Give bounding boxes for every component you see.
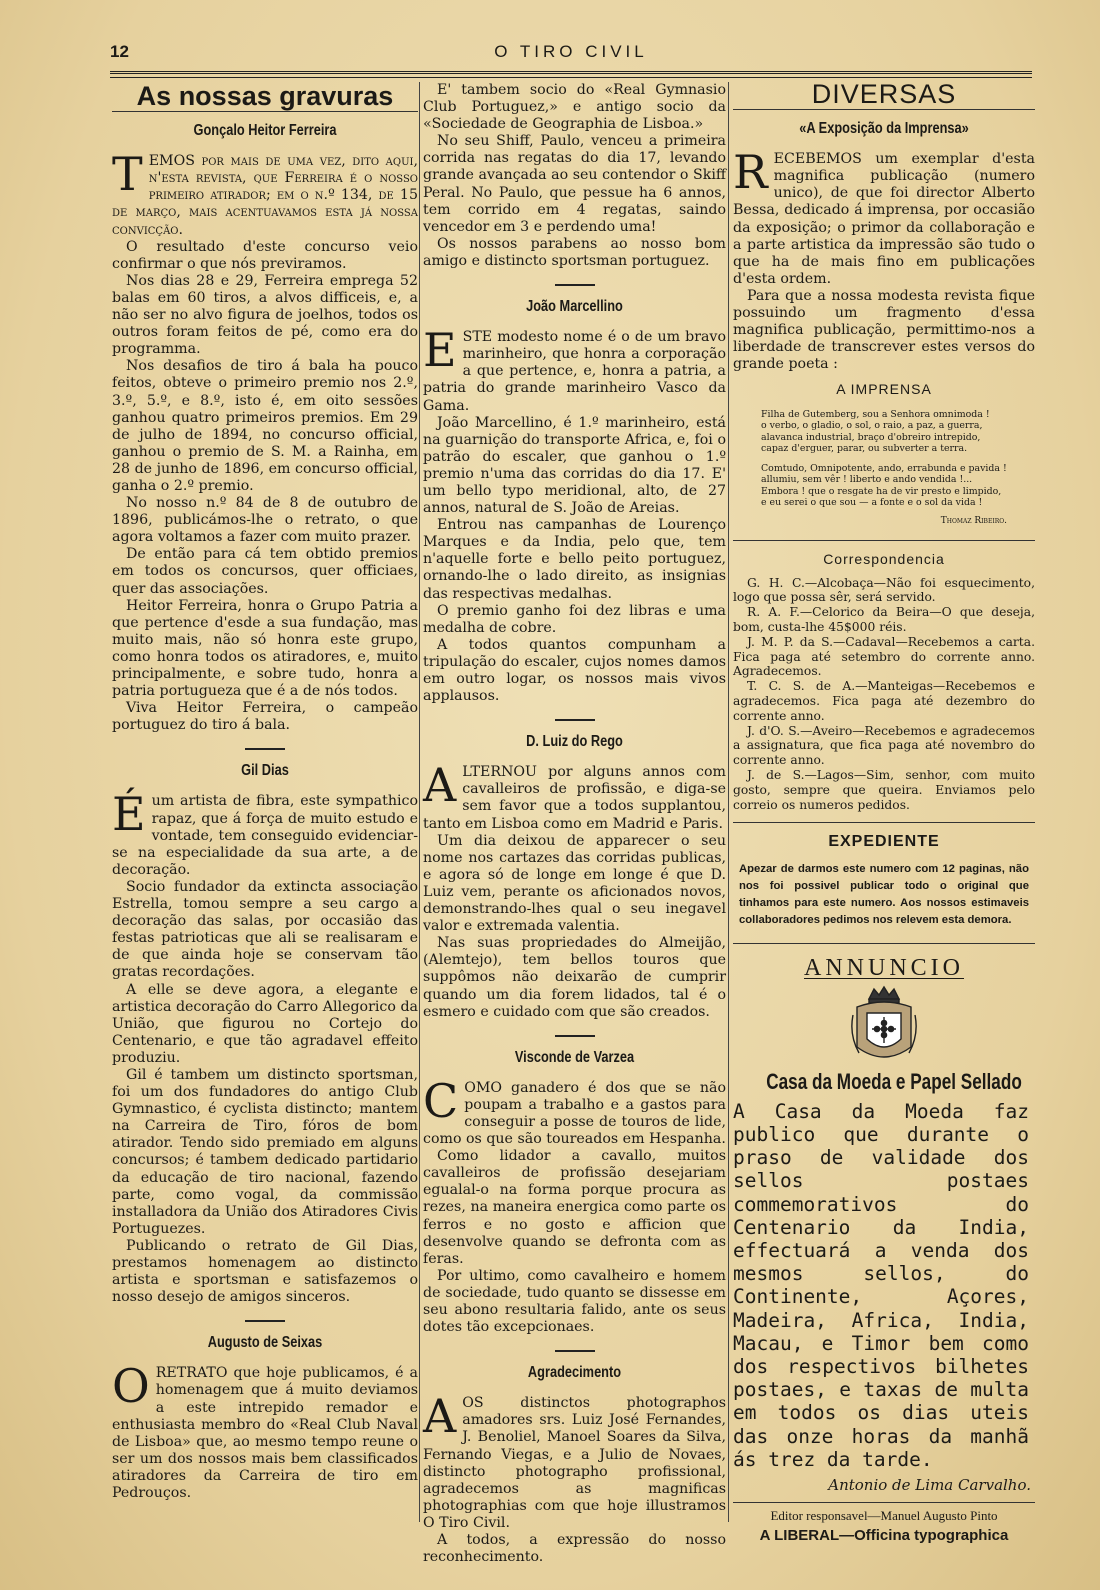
paragraph: Entrou nas campanhas de Lourenço Marques e da India, pelo que, tem n'aquelle forte e bello peito portuguez, ornando-lhe o lado direito, as insignias das respectivas medalhas. [423, 517, 726, 602]
paragraph: Como lidador a cavallo, muitos cavalleiros de profissão desejariam egualal-o na forma porque procura as rezes, na maneira energica como parte os ferros e no gosto e afficion que desenvolve quando se defronta com as feras. [423, 1148, 726, 1267]
paragraph: No nosso n.º 84 de 8 de outubro de 1896, publicámos-lhe o retrato, o que agora voltamos a fazer com muito prazer. [112, 495, 418, 546]
paragraph: Socio fundador da extincta associação Estrella, tomou sempre a seu cargo a decoração das salas, por occasião das festas patrioticas que ali se realisaram e de que ainda hoje se conservam tão gratas recordações. [112, 878, 418, 981]
expediente-title: EXPEDIENTE [828, 833, 940, 851]
paragraph: AOS distinctos photographos amadores srs. Luiz José Fernandes, J. Benoliel, Manoel Soares da Silva, Fernando Viegas, e a Julio de Novaes, distincto photographo profissional, agradecemos as magnificas photographias com que hoje illustramos O Tiro Civil. [423, 1389, 726, 1531]
paragraph: Viva Heitor Ferreira, o campeão portuguez do tiro á bala. [112, 700, 418, 734]
paragraph: TEMOS por mais de uma vez, dito aqui, n'esta revista, que Ferreira é o nosso primeiro atirador; em o n.º 134, de 15 de março, mais acentuavamos esta já nossa convicção. [112, 147, 418, 238]
divider [733, 540, 1035, 541]
annuncio-text: A Casa da Moeda faz publico que durante o praso de validade dos sellos postaes commemorativos do Centenario da India, effectuará a venda dos mesmos sellos, do Continente, Açores, Madeira, Africa, India, Macau, e Timor bem como dos respectivos bilhetes postaes, e taxas de multa em todos os dias uteis das onze horas da manhã ás trez da tarde. [733, 1099, 1029, 1471]
divider [733, 822, 1035, 823]
poem-line: Embora ! que o resgate ha de vir presto e limpido, [761, 485, 1002, 497]
paragraph: ALTERNOU por alguns annos com cavalleiros de profissão, e diga-se sem favor que a todos supplantou, tanto em Lisboa como em Madrid e Paris. [423, 758, 726, 832]
page-number: 12 [110, 42, 129, 61]
poem-title: A IMPRENSA [836, 381, 932, 398]
dropcap: E [423, 323, 457, 378]
short-divider [555, 1035, 595, 1037]
page-header [110, 42, 1032, 72]
paragraph: E' tambem socio do «Real Gymnasio Club Portuguez,» e antigo socio da «Sociedade de Geographia de Lisboa.» [423, 82, 726, 133]
heading-exposicao: «A Exposição da Imprensa» [799, 120, 969, 138]
correspondencia-item: R. A. F.—Celorico da Beira—O que deseja, bom, custa-lhe 45$000 réis. [733, 605, 1035, 635]
heading-luiz-do-rego: D. Luiz do Rego [526, 733, 623, 751]
poem [733, 409, 1035, 509]
dropcap: R [733, 145, 768, 200]
poem-line: o verbo, o gladio, o sol, o raio, a paz, a guerra, [761, 420, 983, 431]
poem-line: allumiu, sem vêr ! liberto e ando vendida !... [761, 474, 973, 485]
short-divider [245, 748, 285, 750]
short-divider [555, 719, 595, 721]
dropcap: A [423, 1389, 457, 1444]
paragraph: Heitor Ferreira, honra o Grupo Patria a que pertence d'esde a sua fundação, mas muito mais, não só honra este grupo, como honra todos os atiradores, e, muito principalmente, e sobre tudo, honra a patria portugueza que é a de nós todos. [112, 597, 418, 700]
paragraph: A todos quantos compunham a tripulação do escaler, cujos nomes damos em outro logar, os nossos mais vivos applausos. [423, 636, 726, 705]
short-divider [555, 284, 595, 286]
poem-line: Comtudo, Omnipotente, ando, errabunda e pavida ! [761, 462, 1007, 474]
heading-marcellino: João Marcellino [526, 298, 623, 316]
poem-line: e eu serei o que sou — a fonte e o sol da vida ! [761, 497, 983, 508]
paragraph: COMO ganadero é dos que se não poupam a trabalho e a gastos para conseguir a posse de touros de lide, como os que são toureados em Hespanha. [423, 1073, 726, 1148]
poem-line: capaz d'erguer, parar, ou subverter a terra. [761, 443, 968, 454]
heading-varzea: Visconde de Varzea [514, 1048, 635, 1066]
heading-gil-dias: Gil Dias [241, 762, 289, 780]
poem-line: alavanca industrial, braço d'obreiro intrepido, [761, 431, 981, 443]
correspondencia-item: J. d'O. S.—Aveiro—Recebemos e agradecemos a assignatura, que fica paga até novembro do corrente anno. [733, 723, 1035, 768]
paragraph: Nas suas propriedades do Almeijão, (Alemtejo), tem bellos touros que suppômos não deixarão de cumprir quando um dia forem lidados, tal é o esmero e cuidado com que são creados. [423, 935, 726, 1020]
divider [733, 109, 1035, 110]
dropcap: A [423, 758, 457, 813]
section-title-diversas: DIVERSAS [811, 79, 957, 109]
paragraph: Gil é tambem um distincto sportsman, foi um dos fundadores do antigo Club Gymnastico, é cyclista distincto; mantem na Carreira de Tiro, fóros de bom atirador. Tendo sido premiado em alguns concursos; é tambem dedicado partidario da educação de tiro nacional, fazendo parte, como vogal, da commissão installadora da União dos Atiradores Civis Portuguezes. [112, 1066, 418, 1237]
paragraph: ESTE modesto nome é o de um bravo marinheiro, que honra a corporação a que pertence, e, honra a patria, a patria do grande marinheiro Vasco da Gama. [423, 323, 726, 414]
correspondencia-item: T. C. S. de A.—Manteigas—Recebemos e agradecemos. Fica paga até dezembro do corrente anno. [733, 679, 1035, 723]
paragraph: O premio ganho foi dez libras e uma medalha de cobre. [423, 602, 726, 636]
paragraph: Os nossos parabens ao nosso bom amigo e distincto sportsman portuguez. [423, 235, 726, 269]
short-divider [555, 1350, 595, 1352]
paragraph: A elle se deve agora, a elegante e artistica decoração do Carro Allegorico da União, que figurou no Cortejo do Centenario, e que tão agradavel effeito produziu. [112, 981, 418, 1066]
heading-agradecimento: Agradecimento [527, 1364, 622, 1382]
correspondencia-list [733, 576, 1035, 813]
coat-of-arms-icon [849, 985, 919, 1067]
correspondencia-item: J. de S.—Lagos—Sim, senhor, com muito gosto, sempre que queira. Enviamos pelo correio os numeros pedidos. [733, 768, 1035, 812]
annuncio-title: ANNUNCIO [804, 954, 964, 981]
dropcap: C [423, 1073, 459, 1128]
paragraph: Publicando o retrato de Gil Dias, prestamos homenagem ao distincto artista e sportsman e satisfazemos o nosso desejo de amigos sinceros. [112, 1237, 418, 1306]
paragraph: Por ultimo, como cavalheiro e homem de sociedade, tudo quanto se dissesse em seu abono resultaria falido, ante os seus dotes tão excepcionaes. [423, 1267, 726, 1336]
column-divider-2 [728, 82, 729, 1522]
paragraph: Nos dias 28 e 29, Ferreira emprega 52 balas em 60 tiros, a alvos difficeis, e, a não ser no alvo figura de joelhos, todos os outros foram feitos de pé, como era do programma. [112, 272, 418, 358]
correspondencia-item: G. H. C.—Alcobaça—Não foi esquecimento, logo que possa sêr, será servido. [733, 575, 1035, 605]
header-rule [110, 71, 1032, 78]
column-divider-1 [419, 82, 420, 1522]
column-3 [733, 79, 1035, 1545]
paragraph: Para que a nossa modesta revista fique possuindo um fragmento d'essa magnifica publicação, permittimo-nos a liberdade de transcrever estes versos do grande poeta : [733, 287, 1035, 373]
dropcap: T [112, 147, 143, 202]
correspondencia-item: J. M. P. da S.—Cadaval—Recebemos a carta. Fica paga até setembro do corrente anno. Agradecemos. [733, 634, 1035, 679]
annuncio-signature: Antonio de Lima Carvalho. [828, 1475, 1031, 1494]
correspondencia-title: Correspondencia [823, 550, 945, 567]
expediente-text: Apezar de darmos este numero com 12 paginas, não nos foi possivel publicar todo o original que tinhamos para este numero. Aos nossos estimaveis collaboradores pedimos nos relevem esta demora. [739, 862, 1029, 926]
divider [733, 943, 1035, 944]
annuncio-heading: Casa da Moeda e Papel Sellado [766, 1068, 1022, 1094]
paragraph: Nos desafios de tiro á bala ha pouco feitos, obteve o primeiro premio nos 2.º, 3.º, 5.º, e 8.º, isto é, em oito sessões ganhou quatro primeiros premios. Em 29 de julho de 1894, no concurso official, ganhou o premio de S. M. a Rainha, em 28 de junho de 1896, em concurso official, ganha o 2.º premio. [112, 358, 418, 494]
paragraph: O resultado d'este concurso veio confirmar o que nós previramos. [112, 238, 418, 272]
paragraph: Um dia deixou de apparecer o seu nome nos cartazes das corridas publicas, e agora só de longe em longe é que D. Luiz vem, perante os aficionados novos, demonstrando-lhes qual o seu inegavel valor e extremada valentia. [423, 832, 726, 935]
paragraph: A todos, a expressão do nosso reconhecimento. [423, 1532, 726, 1566]
paragraph: De então para cá tem obtido premios em todos os concursos, quer officiaes, quer das associações. [112, 546, 418, 597]
paragraph: ORETRATO que hoje publicamos, é a homenagem que á muito deviamos a este intrepido remador e enthusiasta membro do «Real Club Naval de Lisboa» que, ao mesmo tempo reune o ser um dos nossos mais bem classificados atiradores da Carreira de tiro em Pedrouços. [112, 1359, 418, 1502]
paragraph: Éum artista de fibra, este sympathico rapaz, que á força de muito estudo e vontade, tem conseguido evidenciar-se na especialidade da sua arte, a de decoração. [112, 787, 418, 878]
divider [733, 1502, 1035, 1503]
paragraph: RECEBEMOS um exemplar d'esta magnifica publicação (numero unico), de que foi director Alberto Bessa, dedicado á imprensa, por occasião da exposição; o primor da collaboração e a parte artistica da impressão são tudo o que ha de mais fino em publicações d'esta ordem. [733, 145, 1035, 287]
divider [112, 111, 418, 112]
poem-line: Filha de Gutemberg, sou a Senhora omnimoda ! [761, 408, 990, 420]
printer-line: A LIBERAL—Officina typographica [759, 1527, 1009, 1545]
section-title-gravuras: As nossas gravuras [136, 81, 394, 111]
dropcap: É [112, 787, 146, 842]
publication-title: O TIRO CIVIL [494, 42, 648, 61]
column-1 [112, 82, 418, 1502]
paragraph: No seu Shiff, Paulo, venceu a primeira corrida nas regatas do dia 17, levando grande avançada ao seu contendor o Skiff Peral. No Paulo, que pessue ha 6 annos, tem corrido em 4 regatas, saindo vencedor em 3 e perdendo uma! [423, 133, 726, 235]
short-divider [245, 1320, 285, 1322]
editor-line: Editor responsavel—Manuel Augusto Pinto [770, 1508, 998, 1524]
column-2 [423, 82, 726, 1566]
poem-author: Thomaz Ribeiro. [940, 515, 1007, 526]
heading-ferreira: Gonçalo Heitor Ferreira [193, 122, 337, 140]
paragraph: João Marcellino, é 1.º marinheiro, está na guarnição do transporte Africa, e, foi o patrão do escaler, que ganhou o 1.º premio n'uma das corridas do dia 17. E' um bello typo meridional, alto, de 27 annos, natural de S. João de Areias. [423, 414, 726, 517]
dropcap: O [112, 1359, 150, 1414]
heading-seixas: Augusto de Seixas [207, 1334, 323, 1352]
